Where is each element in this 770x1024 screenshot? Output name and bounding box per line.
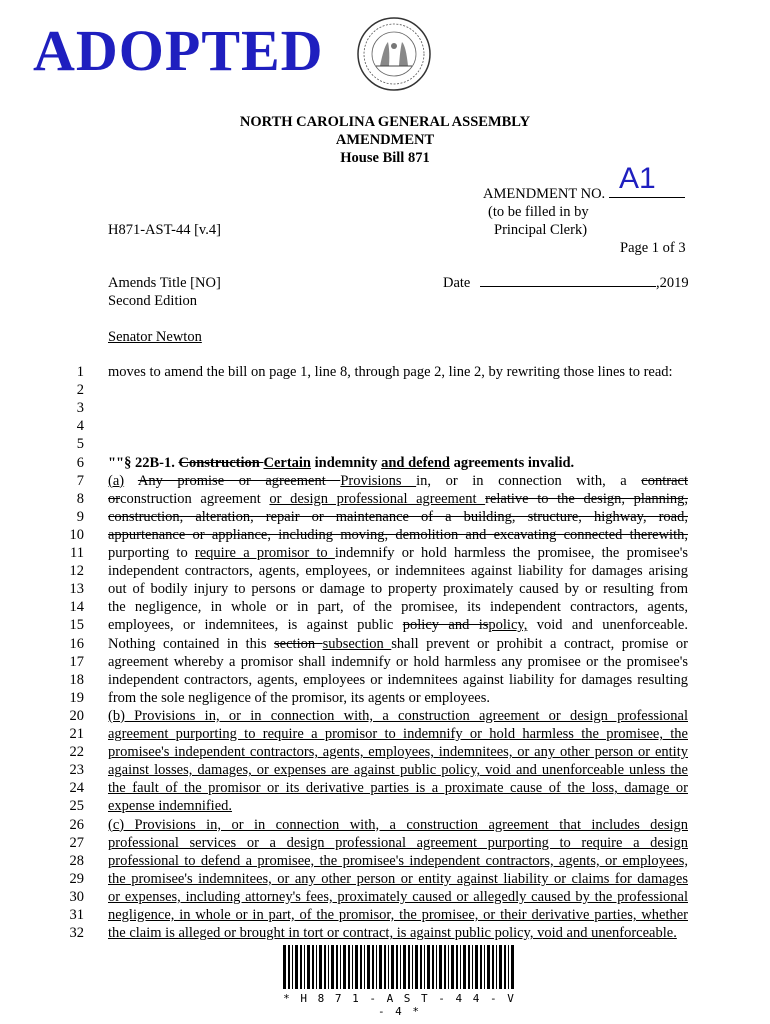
text-line [108,598,688,616]
text-segment: require a promisor to [194,545,335,561]
line-number: 4 [76,418,84,435]
text-line [108,870,688,888]
line-number: 6 [76,454,84,471]
text-segment: professional to defend a promisee, the promisee's independent contractors, agents, or employees, [108,852,688,869]
text-segment: or design professional agreement [269,490,486,507]
text-segment: promisee's independent contractors, agents, employees, indemnitees, or any other person or entity [108,744,688,761]
date-row [443,274,689,292]
text-line [108,526,688,544]
line-number: 1 [76,364,84,380]
text-segment: and defend [381,454,450,471]
text-segment: (b) Provisions in, or in connection with, a construction agreement or design professional [108,707,688,724]
text-segment: Construction [178,454,264,471]
page-number: Page 1 of 3 [620,240,686,256]
line-number: 11 [70,545,84,561]
text-line [108,635,688,653]
text-line [108,743,688,761]
amendment-no-label: AMENDMENT NO. [483,186,606,202]
date-blank [480,286,656,287]
amends-title: Amends Title [NO] [108,275,221,291]
text-segment: agreement purporting to require a promisor to indemnify or hold harmless the promisee, the [108,726,688,742]
text-segment: agreement whereby a promisor shall indemnify or hold harmless any promisee or the promisee's [108,653,688,670]
line-number: 18 [69,671,84,688]
line-number: 27 [69,834,84,851]
text-segment [124,473,138,489]
text-segment: construction, alteration, repair or maintenance of a building, structure, highway, road, [108,508,688,525]
line-number: 21 [69,726,84,742]
line-number: 23 [69,762,84,779]
text-segment: independent contractors, agents, employees, or indemnitees against liability for damages arising [108,563,688,580]
text-line [108,816,688,834]
line-number: 22 [69,744,84,761]
line-number: 5 [76,436,84,453]
line-number: 8 [76,490,84,507]
line-number: 7 [76,472,84,489]
date-year: ,2019 [656,275,689,291]
text-line [108,834,688,852]
text-line [108,689,688,707]
text-segment: the negligence, in whole or in part, of the promisee, its independent contractors, agents, [108,599,688,616]
text-segment: or expenses, including attorney's fees, proximately caused or allegedly caused by the professional [108,888,688,905]
text-segment: agreements invalid. [450,454,575,471]
text-segment: void and unenforceable. [527,617,688,634]
text-line [108,454,688,472]
line-number: 24 [69,780,84,797]
state-seal-icon [356,16,432,92]
amendment-code: H871-AST-44 [v.4] [108,222,221,238]
amendment-no-blank [609,197,685,198]
date-label: Date [443,275,471,291]
text-segment: ""§ 22B-1. [108,454,179,471]
text-segment: Provisions [340,472,417,489]
text-segment: (c) Provisions in, or in connection with, a construction agreement that includes design [108,816,688,833]
line-number: 28 [69,852,84,869]
text-segment: (a) [108,472,125,489]
text-line [108,797,688,815]
text-line [108,562,688,580]
text-line [108,363,688,381]
line-number: 12 [69,563,84,580]
text-line [108,653,688,671]
text-segment: from the sole negligence of the promisor, its agents or employees. [108,689,490,706]
text-segment: subsection [322,635,392,652]
text-segment: purporting to [108,545,195,561]
text-segment: negligence, in whole or in part, of the promisor, the promisee, or their derivative parties, whether [108,907,688,923]
text-segment: indemnify or hold harmless the promisee, the promisee's [334,545,688,561]
amendment-heading: AMENDMENT [335,132,435,148]
text-segment: the claim is alleged or brought in tort or contract, is against public policy, void and unenforceable. [108,925,677,942]
line-number: 3 [76,400,84,417]
line-number: 10 [69,526,84,543]
text-line [108,906,688,924]
text-segment: professional services or a design professional agreement purporting to require a design [108,834,688,851]
text-line [108,490,688,508]
text-segment: policy, [488,617,528,634]
text-segment: in, or in connection with, a [416,472,642,489]
text-segment: agreement [200,490,270,507]
assembly-heading: NORTH CAROLINA GENERAL ASSEMBLY [239,114,531,130]
text-segment: the fault of the promisor or its derivative parties is a proximate cause of the loss, damage or [108,780,688,797]
text-segment: relative to the design, planning, [485,490,688,507]
text-line [108,544,688,562]
text-line [108,580,688,598]
bill-heading: House Bill 871 [340,150,430,166]
text-segment: moves to amend the bill on page 1, line 8, through page 2, line 2, by rewriting those lines to read: [108,364,673,380]
line-number: 25 [69,798,84,815]
text-segment: shall prevent or prohibit a contract, promise or [391,635,688,652]
fill-note-1: (to be filled in by [488,204,589,220]
line-number: 32 [69,925,84,942]
line-number: 17 [69,653,84,670]
text-line [108,779,688,797]
text-segment: section [274,635,323,652]
line-number: 26 [69,816,84,833]
text-segment: construction [120,490,201,507]
text-line [108,725,688,743]
line-number: 14 [69,599,84,616]
line-number: 2 [76,382,84,399]
text-segment: or [108,490,121,507]
line-number: 15 [69,617,84,634]
text-line [108,508,688,526]
text-segment: independent contractors, agents, employees or indemnitees against liability for damages resulting [108,671,688,688]
text-segment: policy and is [402,617,489,634]
line-number: 29 [69,870,84,887]
line-number: 20 [69,707,84,724]
text-line [108,852,688,870]
text-line [108,888,688,906]
text-line [108,707,688,725]
text-line [108,671,688,689]
line-number: 30 [69,888,84,905]
amendment-number: A1 [619,162,656,195]
text-segment: Certain [263,454,311,471]
text-segment: expense indemnified. [108,798,233,815]
text-segment: indemnity [311,454,382,471]
text-segment: out of bodily injury to persons or damage to property proximately caused by or resulting from [108,581,688,598]
barcode-icon [283,945,516,989]
text-segment: Any promise or agreement [137,472,341,489]
line-number: 16 [69,635,84,652]
senator-name: Senator Newton [108,329,202,345]
fill-note-2: Principal Clerk) [494,222,588,238]
text-line [108,761,688,779]
text-segment: appurtenance or appliance, including moving, demolition and excavating connected therewith, [108,526,688,543]
line-number: 19 [69,689,84,706]
line-number: 13 [69,581,84,598]
text-segment: the promisee's indemnitees, or any other person or entity against liability or claims for damages [108,870,688,887]
text-line [108,472,688,490]
line-number: 31 [69,907,84,923]
adopted-stamp: ADOPTED [33,18,324,83]
edition: Second Edition [108,293,198,309]
text-segment: against losses, damages, or expenses are against public policy, void and unenforceable unless the [108,762,688,779]
text-segment: contract [641,472,688,489]
line-number: 9 [76,508,84,525]
text-line [108,616,688,634]
text-segment: employees, or indemnitees, is against public [108,617,403,634]
text-line [108,924,688,942]
text-segment: Nothing contained in this [108,635,275,652]
barcode-text: * H 8 7 1 - A S T - 4 4 - V - 4 * [283,992,516,1018]
